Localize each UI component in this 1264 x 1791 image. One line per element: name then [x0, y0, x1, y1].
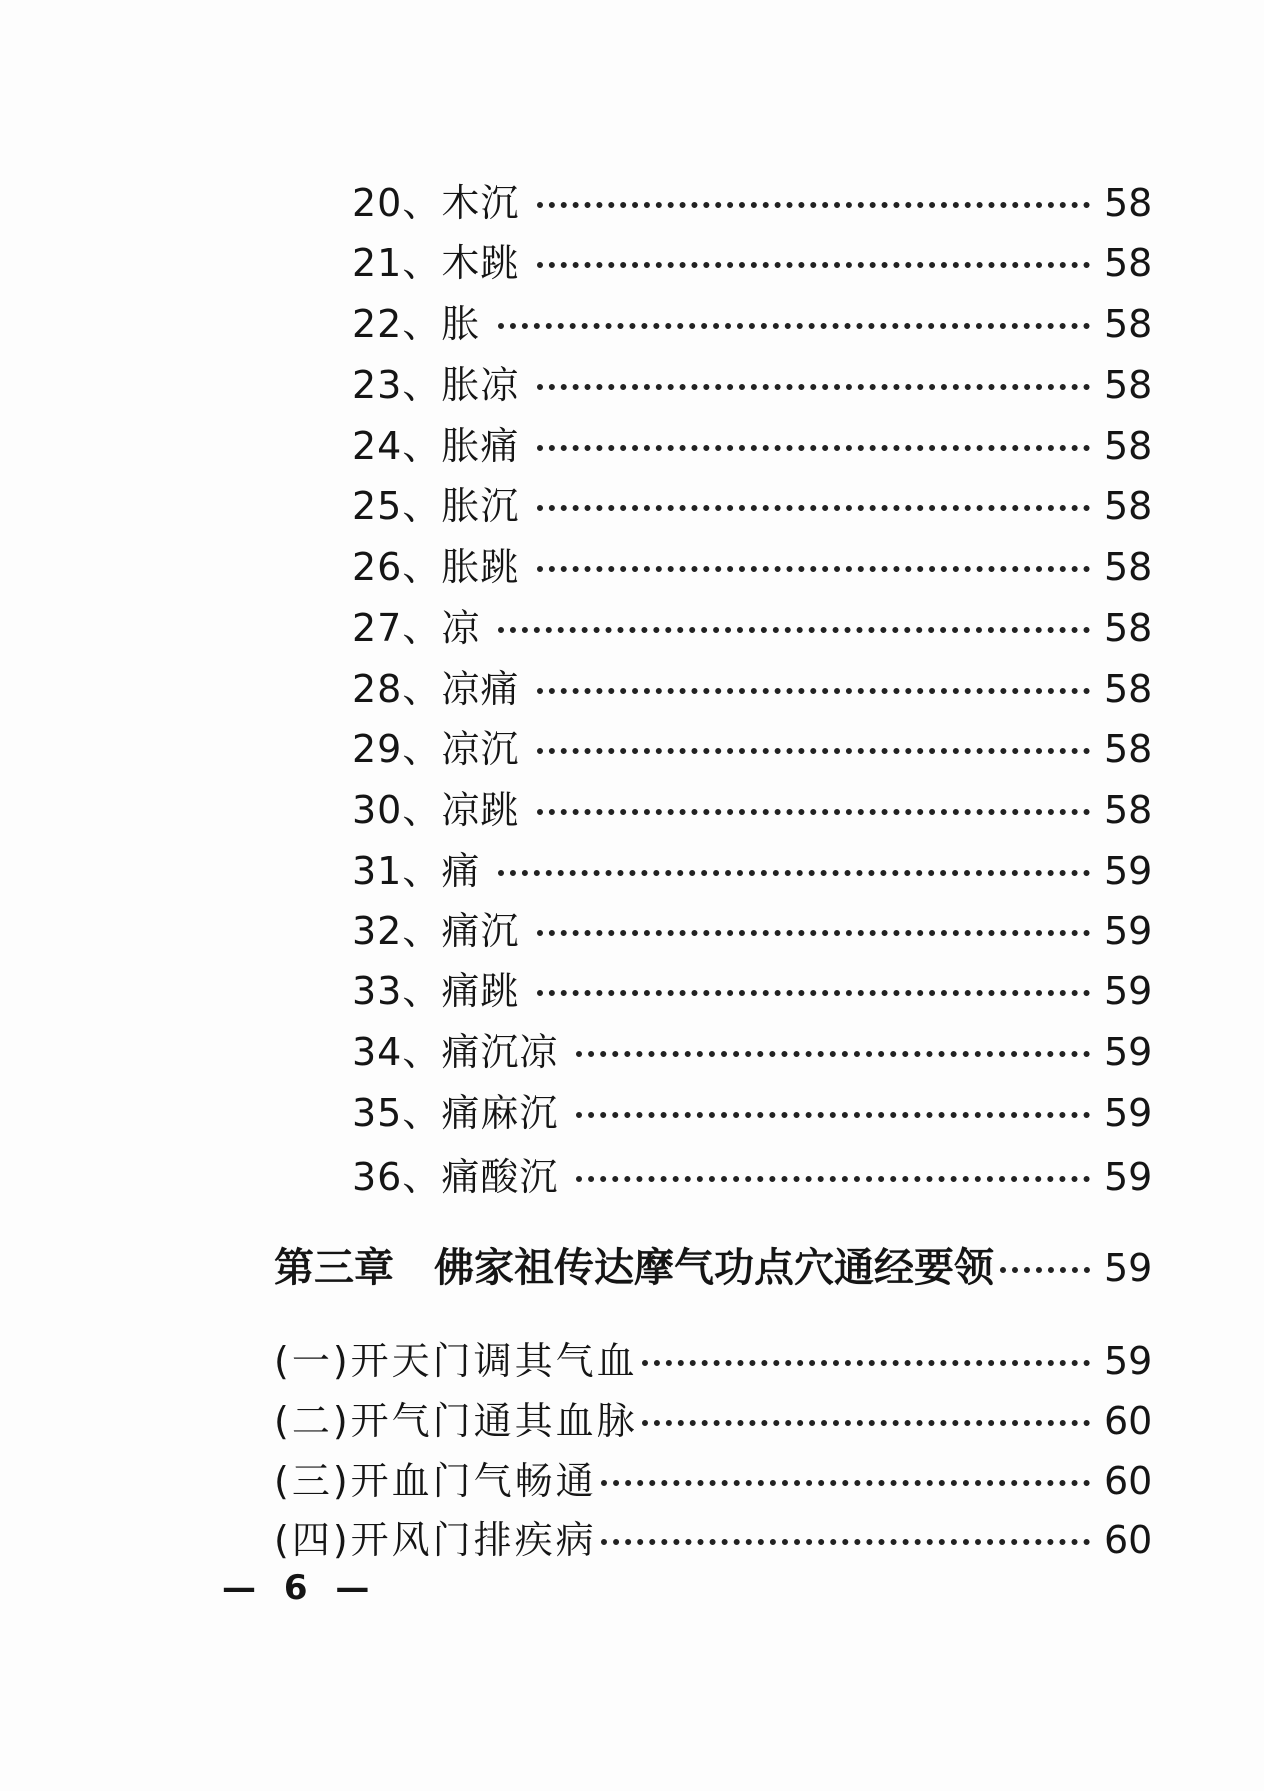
- toc-entry: [352, 421, 1153, 471]
- dot-leader: [642, 1360, 1090, 1366]
- toc-entry: [352, 360, 1153, 410]
- toc-section: [274, 1456, 1153, 1506]
- dot-leader: [1000, 1267, 1090, 1273]
- dot-leader: [537, 202, 1090, 208]
- dot-leader: [537, 688, 1090, 694]
- toc-entry: [352, 664, 1153, 714]
- toc-entry: [352, 1152, 1153, 1202]
- dot-leader: [498, 323, 1090, 329]
- entry-label: 25、胀沉: [352, 484, 520, 528]
- entry-label: 21、木跳: [352, 241, 520, 285]
- dot-leader: [537, 748, 1090, 754]
- entry-label: 32、痛沉: [352, 909, 520, 953]
- dot-leader: [576, 1112, 1090, 1118]
- page-number: 58: [1104, 788, 1153, 832]
- dot-leader: [537, 262, 1090, 268]
- page-number: 58: [1104, 545, 1153, 589]
- entry-label: 23、胀凉: [352, 363, 520, 407]
- chapter-number: 第三章: [274, 1245, 394, 1291]
- entry-label: 33、痛跳: [352, 969, 520, 1013]
- toc-section: [274, 1396, 1153, 1446]
- dot-leader: [498, 870, 1090, 876]
- page-number: 59: [1104, 1155, 1153, 1199]
- page-number: 60: [1104, 1459, 1153, 1503]
- page-number: 58: [1104, 181, 1153, 225]
- page-number: 59: [1104, 1030, 1153, 1074]
- chapter-heading: [274, 1243, 1153, 1293]
- page-number: 58: [1104, 667, 1153, 711]
- entry-label: 31、痛: [352, 849, 481, 893]
- page-number: 59: [1104, 1091, 1153, 1135]
- entry-label: 29、凉沉: [352, 727, 520, 771]
- dot-leader: [537, 566, 1090, 572]
- page-number: 60: [1104, 1399, 1153, 1443]
- section-label: (四)开风门排疾病: [274, 1518, 597, 1562]
- toc-entry: [352, 542, 1153, 592]
- dot-leader: [601, 1539, 1090, 1545]
- toc-entry: [352, 238, 1153, 288]
- entry-label: 24、胀痛: [352, 424, 520, 468]
- dot-leader: [537, 384, 1090, 390]
- entry-label: 27、凉: [352, 606, 481, 650]
- entry-label: 20、木沉: [352, 181, 520, 225]
- toc-entry: [352, 966, 1153, 1016]
- section-label: (三)开血门气畅通: [274, 1459, 597, 1503]
- page-number: 58: [1104, 241, 1153, 285]
- dot-leader: [601, 1480, 1090, 1486]
- dot-leader: [642, 1420, 1090, 1426]
- dot-leader: [537, 930, 1090, 936]
- toc-entry: [352, 785, 1153, 835]
- toc-entry: [352, 178, 1153, 228]
- dot-leader: [537, 505, 1090, 511]
- entry-label: 30、凉跳: [352, 788, 520, 832]
- toc-entry: [352, 299, 1153, 349]
- entry-label: 28、凉痛: [352, 667, 520, 711]
- entry-label: 34、痛沉凉: [352, 1030, 559, 1074]
- dot-leader: [576, 1176, 1090, 1182]
- page-number: 58: [1104, 727, 1153, 771]
- toc-entry: [352, 846, 1153, 896]
- entry-label: 22、胀: [352, 302, 481, 346]
- section-label: (二)开气门通其血脉: [274, 1399, 638, 1443]
- dot-leader: [537, 809, 1090, 815]
- toc-section: [274, 1336, 1153, 1386]
- dot-leader: [537, 445, 1090, 451]
- page-number: 58: [1104, 424, 1153, 468]
- toc-entry: [352, 1027, 1153, 1077]
- toc-section: [274, 1515, 1153, 1565]
- page-folio: — 6 —: [222, 1568, 378, 1608]
- dot-leader: [537, 990, 1090, 996]
- page-number: 58: [1104, 302, 1153, 346]
- page-number: 59: [1104, 1339, 1153, 1383]
- page-number: 58: [1104, 484, 1153, 528]
- toc-entry: [352, 906, 1153, 956]
- dot-leader: [576, 1051, 1090, 1057]
- toc-entry: [352, 603, 1153, 653]
- page-number: 58: [1104, 363, 1153, 407]
- page-number: 59: [1104, 969, 1153, 1013]
- page-number: 59: [1104, 909, 1153, 953]
- entry-label: 35、痛麻沉: [352, 1091, 559, 1135]
- dot-leader: [498, 627, 1090, 633]
- toc-entry: [352, 481, 1153, 531]
- page-number: 58: [1104, 606, 1153, 650]
- page-number: 59: [1104, 1246, 1153, 1290]
- chapter-title: 佛家祖传达摩气功点穴通经要领: [434, 1245, 994, 1291]
- page-number: 59: [1104, 849, 1153, 893]
- toc-entry: [352, 724, 1153, 774]
- section-label: (一)开天门调其气血: [274, 1339, 638, 1383]
- entry-label: 36、痛酸沉: [352, 1155, 559, 1199]
- toc-entry: [352, 1088, 1153, 1138]
- page-number: 60: [1104, 1518, 1153, 1562]
- entry-label: 26、胀跳: [352, 545, 520, 589]
